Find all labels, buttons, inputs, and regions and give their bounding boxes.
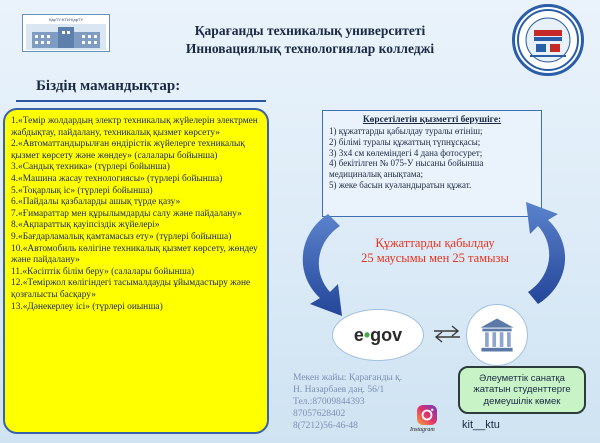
specialties-list <box>3 108 269 434</box>
list-item: 3.«Сандық техника» (түрлері бойынша) <box>11 162 170 173</box>
social-line-1: Әлеуметтік санатқа <box>479 372 565 384</box>
egov-prefix: e <box>353 324 364 345</box>
instagram-icon[interactable] <box>416 404 438 426</box>
address-line: Мекен жайы: Қарағанды қ. <box>293 373 403 383</box>
admission-dates <box>345 236 525 266</box>
document-item: 5) жеке басын куәландыратын құжат. <box>329 179 472 190</box>
logo-caption: ҚарТУ·КТИ·ҚарТУ <box>49 17 83 22</box>
list-item: 11.«Кәсіптік білім беру» (салалары бойынша) <box>11 266 195 277</box>
social-line-2: жататын студенттерге <box>473 384 571 396</box>
college-emblem-icon <box>516 8 580 72</box>
document-item: 4) бекітілген № 075-У нысаны бойынша медициналық анықтама; <box>329 158 484 180</box>
instagram-handle[interactable]: kit__ktu <box>462 419 500 431</box>
admission-line-1: Құжаттарды қабылдау <box>375 236 495 250</box>
specialties-heading: Біздің мамандықтар: <box>16 78 266 102</box>
egov-suffix: gov <box>370 324 403 345</box>
egov-logo <box>332 309 424 361</box>
social-support-box <box>458 366 586 414</box>
list-item: 5.«Тоқарлық іс» (түрлері бойынша) <box>11 185 153 196</box>
college-logo <box>512 4 584 76</box>
list-item: 9.«Бағдарламалық қамтамасыз ету» (түрлері бойынша) <box>11 231 232 242</box>
list-item: 7.«Ғимараттар мен құрылымдарды салу және пайдалану» <box>11 208 242 219</box>
building-icon <box>26 24 106 50</box>
list-item: 8.«Ақпараттық қауіпсіздік жүйелері» <box>11 220 160 231</box>
list-item: 10.«Автомобиль көлігіне техникалық қызмет көрсету, жөндеу және пайдалану» <box>11 243 258 266</box>
page-title <box>120 22 500 58</box>
phone-line: Тел.:87009844393 <box>293 397 365 407</box>
institution-icon <box>475 313 519 357</box>
phone-line: 87057628402 <box>293 409 346 419</box>
phone-line: 8(7212)56-46-48 <box>293 421 358 431</box>
list-item: 6.«Пайдалы қазбаларды ашық түрде қазу» <box>11 197 181 208</box>
documents-heading: Көрсетілетін қызметті берушіге: <box>362 115 502 125</box>
list-item: 13.«Дәнекерлеу ісі» (түрлері оиынша) <box>11 301 163 312</box>
address-line: Н. Назарбаев даң. 56/1 <box>293 385 385 395</box>
title-line-2: Инновациялық технологиялар колледжі <box>185 41 435 56</box>
title-line-1: Қарағанды техникалық университеті <box>194 23 426 38</box>
list-item: 4.«Машина жасау технологиясы» (түрлері бойынша) <box>11 173 223 184</box>
social-line-3: демеушілік көмек <box>483 395 561 407</box>
list-item: 1.«Темір жолдардың электр техникалық жүйелерін электрмен жабдықтау, пайдалану, техникалық қызмет көрсету» <box>11 116 258 138</box>
list-item: 12.«Теміржол көлігіндегі тасымалдауды ұйымдастыру және қозғалысты басқару» <box>11 278 251 300</box>
list-item: 2.«Автоматтандырылған өндірістік жүйелерге техникалық қызмет көрсету және жөндеу» (салалары бойынша) <box>11 139 245 161</box>
admission-line-2: 25 маусымы мен 25 тамызы <box>361 251 509 265</box>
instagram-label: Instagram <box>410 427 435 433</box>
document-item: 2) білімі туралы құжаттың түпнұсқасы; <box>329 136 481 147</box>
university-logo <box>22 14 110 52</box>
document-item: 3) 3х4 см көлеміндегі 4 дана фотосурет; <box>329 147 483 158</box>
document-item: 1) құжаттарды қабылдау туралы өтініш; <box>329 126 483 136</box>
egov-dot: • <box>363 324 371 345</box>
government-building <box>466 304 528 366</box>
swap-arrows-icon <box>432 325 462 343</box>
